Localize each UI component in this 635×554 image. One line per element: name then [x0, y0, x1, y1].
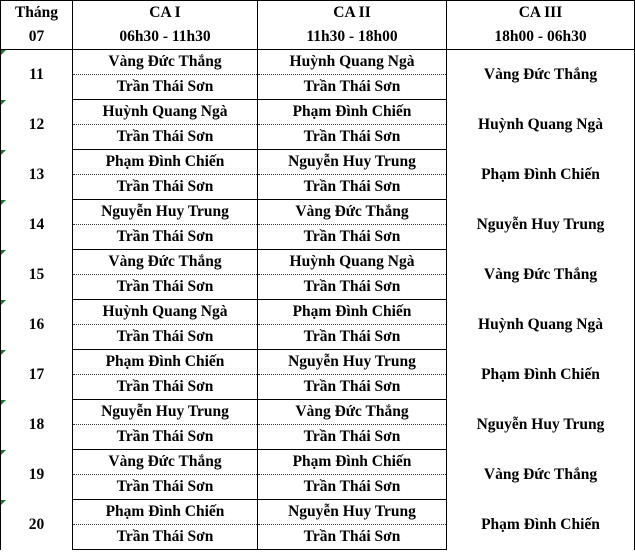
shift-2-secondary: Trần Thái Sơn — [258, 125, 447, 150]
shift-1-primary: Vàng Đức Thắng — [73, 450, 258, 475]
day-cell — [1, 450, 73, 500]
shift-2-time: 11h30 - 18h00 — [258, 25, 447, 50]
shift-1-primary: Nguyễn Huy Trung — [73, 200, 258, 225]
shift-3-time: 18h00 - 06h30 — [447, 25, 635, 50]
day-number: 18 — [28, 415, 45, 433]
day-row — [1, 450, 635, 475]
shift-1-primary: Phạm Đình Chiến — [73, 350, 258, 375]
day-cell — [1, 400, 73, 450]
shift-2-secondary: Trần Thái Sơn — [258, 275, 447, 300]
day-row — [1, 200, 635, 225]
corner-marker-icon — [1, 300, 6, 305]
corner-marker-icon — [1, 350, 6, 355]
shift-2-primary: Nguyễn Huy Trung — [258, 350, 447, 375]
shift-2-primary: Phạm Đình Chiến — [258, 450, 447, 475]
shift-3-staff: Phạm Đình Chiến — [447, 150, 635, 200]
day-row — [1, 50, 635, 75]
shift-1-time: 06h30 - 11h30 — [73, 25, 258, 50]
corner-marker-icon — [1, 150, 6, 155]
shift-3-staff: Huỳnh Quang Ngà — [447, 300, 635, 350]
shift-1-primary: Phạm Đình Chiến — [73, 150, 258, 175]
shift-2-secondary: Trần Thái Sơn — [258, 225, 447, 250]
corner-marker-icon — [1, 50, 6, 55]
day-number: 16 — [28, 315, 45, 333]
corner-marker-icon — [1, 500, 6, 505]
day-number: 12 — [28, 115, 45, 133]
corner-marker-icon — [1, 100, 6, 105]
header-row-times — [1, 25, 635, 50]
shift-3-staff: Huỳnh Quang Ngà — [447, 100, 635, 150]
shift-2-secondary: Trần Thái Sơn — [258, 75, 447, 100]
shift-2-primary: Vàng Đức Thắng — [258, 200, 447, 225]
shift-1-secondary: Trần Thái Sơn — [73, 75, 258, 100]
shift-3-staff: Vàng Đức Thắng — [447, 450, 635, 500]
day-cell — [1, 50, 73, 100]
shift-1-secondary: Trần Thái Sơn — [73, 175, 258, 200]
shift-3-staff: Phạm Đình Chiến — [447, 500, 635, 550]
corner-marker-icon — [1, 250, 6, 255]
shift-2-secondary: Trần Thái Sơn — [258, 475, 447, 500]
day-cell — [1, 250, 73, 300]
corner-marker-icon — [1, 200, 6, 205]
day-row — [1, 350, 635, 375]
day-number: 20 — [28, 515, 45, 533]
day-row — [1, 500, 635, 525]
shift-1-primary: Vàng Đức Thắng — [73, 50, 258, 75]
shift-3-staff: Nguyễn Huy Trung — [447, 400, 635, 450]
day-row — [1, 300, 635, 325]
day-number: 17 — [28, 365, 45, 383]
day-number: 19 — [28, 465, 45, 483]
shift-3-name: CA III — [447, 1, 635, 26]
shift-1-primary: Nguyễn Huy Trung — [73, 400, 258, 425]
shift-1-secondary: Trần Thái Sơn — [73, 425, 258, 450]
day-row — [1, 400, 635, 425]
day-number: 14 — [28, 215, 45, 233]
shift-3-staff: Nguyễn Huy Trung — [447, 200, 635, 250]
shift-1-secondary: Trần Thái Sơn — [73, 125, 258, 150]
shift-2-primary: Nguyễn Huy Trung — [258, 150, 447, 175]
day-cell — [1, 500, 73, 550]
shift-2-secondary: Trần Thái Sơn — [258, 525, 447, 550]
shift-2-secondary: Trần Thái Sơn — [258, 325, 447, 350]
header-row-names — [1, 1, 635, 26]
day-row — [1, 150, 635, 175]
shift-3-staff: Phạm Đình Chiến — [447, 350, 635, 400]
day-number: 15 — [28, 265, 45, 283]
shift-1-name: CA I — [73, 1, 258, 26]
shift-1-primary: Phạm Đình Chiến — [73, 500, 258, 525]
shift-2-secondary: Trần Thái Sơn — [258, 175, 447, 200]
shift-1-secondary: Trần Thái Sơn — [73, 325, 258, 350]
shift-2-secondary: Trần Thái Sơn — [258, 425, 447, 450]
month-label: Tháng — [1, 1, 73, 26]
shift-3-staff: Vàng Đức Thắng — [447, 250, 635, 300]
shift-1-primary: Vàng Đức Thắng — [73, 250, 258, 275]
shift-1-secondary: Trần Thái Sơn — [73, 525, 258, 550]
shift-2-primary: Huỳnh Quang Ngà — [258, 50, 447, 75]
shift-1-secondary: Trần Thái Sơn — [73, 275, 258, 300]
day-cell — [1, 200, 73, 250]
corner-marker-icon — [1, 450, 6, 455]
day-cell — [1, 350, 73, 400]
day-row — [1, 250, 635, 275]
shift-1-primary: Huỳnh Quang Ngà — [73, 300, 258, 325]
day-number: 11 — [29, 65, 44, 83]
shift-2-primary: Vàng Đức Thắng — [258, 400, 447, 425]
shift-3-staff: Vàng Đức Thắng — [447, 50, 635, 100]
shift-2-primary: Phạm Đình Chiến — [258, 300, 447, 325]
corner-marker-icon — [1, 400, 6, 405]
shift-2-primary: Huỳnh Quang Ngà — [258, 250, 447, 275]
shift-1-primary: Huỳnh Quang Ngà — [73, 100, 258, 125]
day-cell — [1, 300, 73, 350]
month-value: 07 — [1, 25, 73, 50]
shift-2-primary: Phạm Đình Chiến — [258, 100, 447, 125]
day-number: 13 — [28, 165, 45, 183]
shift-1-secondary: Trần Thái Sơn — [73, 375, 258, 400]
shift-1-secondary: Trần Thái Sơn — [73, 225, 258, 250]
day-cell — [1, 150, 73, 200]
day-cell — [1, 100, 73, 150]
shift-2-name: CA II — [258, 1, 447, 26]
roster-body — [1, 1, 635, 550]
shift-2-secondary: Trần Thái Sơn — [258, 375, 447, 400]
shift-1-secondary: Trần Thái Sơn — [73, 475, 258, 500]
shift-2-primary: Nguyễn Huy Trung — [258, 500, 447, 525]
day-row — [1, 100, 635, 125]
